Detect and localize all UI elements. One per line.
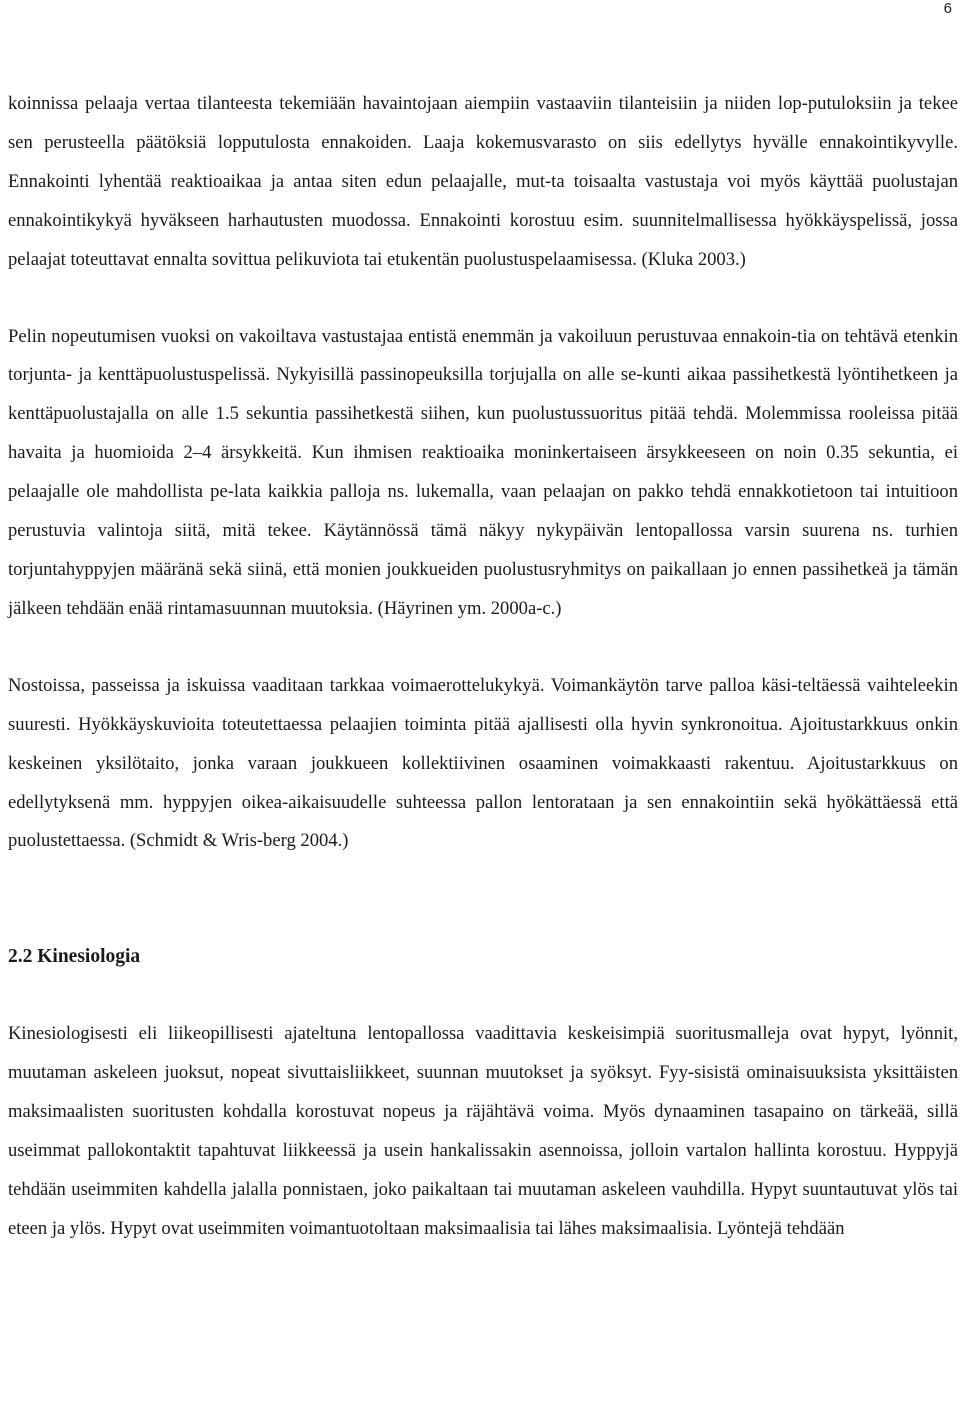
paragraph-game-speed: Pelin nopeutumisen vuoksi on vakoiltava vastustajaa entistä enemmän ja vakoiluun perustuvaa ennakoin-tia on tehtävä etenkin torjunta- ja kenttäpuolustuspelissä. Nykyisillä passinopeuksilla torjujalla on alle se-kunti aikaa passihetkestä lyöntihetkeen ja kenttäpuolustajalla on alle 1.5 sekuntia passihetkestä siihen, kun puolustussuoritus pitää tehdä. Molemmissa rooleissa pitää havaita ja huomioida 2–4 ärsykkeitä. Kun ihmisen reaktioaika moninkertaiseen ärsykkeeseen on noin 0.35 sekuntia, ei pelaajalle ole mahdollista pe-lata kaikkia palloja ns. lukemalla, vaan pelaajan on pakko tehdä ennakkotietoon tai intuitioon perustuvia valintoja siitä, mitä tekee. Käytännössä tämä näkyy nykypäivän lentopallossa varsin suurena ns. turhien torjuntahyppyjen määränä sekä siinä, että monien joukkueiden puolustusryhmitys on paikallaan jo ennen passihetkeä ja tämän jälkeen tehdään enää rintamasuunnan muutoksia. (Häyrinen ym. 2000a-c.)	[8, 325, 958, 619]
document-body	[8, 85, 958, 1249]
page-number: 6	[943, 0, 952, 17]
section-heading-kinesiology: 2.2 Kinesiologia	[8, 946, 141, 968]
paragraph-anticipation: koinnissa pelaaja vertaa tilanteesta tekemiään havaintojaan aiempiin vastaaviin tilanteisiin ja niiden lop-putuloksiin ja tekee sen perusteella päätöksiä lopputulosta ennakoiden. Laaja kokemusvarasto on siis edellytys hyvälle ennakointikyvylle. Ennakointi lyhentää reaktioaikaa ja antaa siten edun pelaajalle, mut-ta toisaalta vastustaja voi myös käyttää puolustajan ennakointikykyä hyväkseen harhautusten muodossa. Ennakointi korostuu esim. suunnitelmallisessa hyökkäyspelissä, jossa pelaajat toteuttavat ennalta sovittua pelikuviota tai etukentän puolustuspelaamisessa. (Kluka 2003.)	[8, 93, 958, 270]
paragraph-kinesiology: Kinesiologisesti eli liikeopillisesti ajateltuna lentopallossa vaadittavia keskeisimpiä suoritusmalleja ovat hypyt, lyönnit, muutaman askeleen juoksut, nopeat sivuttaisliikkeet, suunnan muutokset ja syöksyt. Fyy-sisistä ominaisuuksista yksittäisten maksimaalisten suoritusten kohdalla korostuvat nopeus ja räjähtävä voima. Myös dynaaminen tasapaino on tärkeää, sillä useimmat pallokontaktit tapahtuvat liikkeessä ja usein hankalissakin asennoissa, jolloin vartalon hallinta korostuu. Hyppyjä tehdään useimmiten kahdella jalalla ponnistaen, joko paikaltaan tai muutaman askeleen vauhdilla. Hypyt suuntautuvat ylös tai eteen ja ylös. Hypyt ovat useimmiten voimantuotoltaan maksimaalisia tai lähes maksimaalisia. Lyöntejä tehdään	[8, 1023, 958, 1239]
paragraph-timing: Nostoissa, passeissa ja iskuissa vaaditaan tarkkaa voimaerottelukykyä. Voimankäytön tarve palloa käsi-teltäessä vaihteleekin suuresti. Hyökkäyskuvioita toteutettaessa pelaajien toiminta pitää ajallisesti olla hyvin synkronoitua. Ajoitustarkkuus onkin keskeinen yksilötaito, jonka varaan joukkueen kollektiivinen osaaminen voimakkaasti rakentuu. Ajoitustarkkuus on edellytyksenä mm. hyppyjen oikea-aikaisuudelle suhteessa pallon lentorataan ja sen ennakointiin sekä hyökättäessä että puolustettaessa. (Schmidt & Wris-berg 2004.)	[8, 674, 958, 852]
